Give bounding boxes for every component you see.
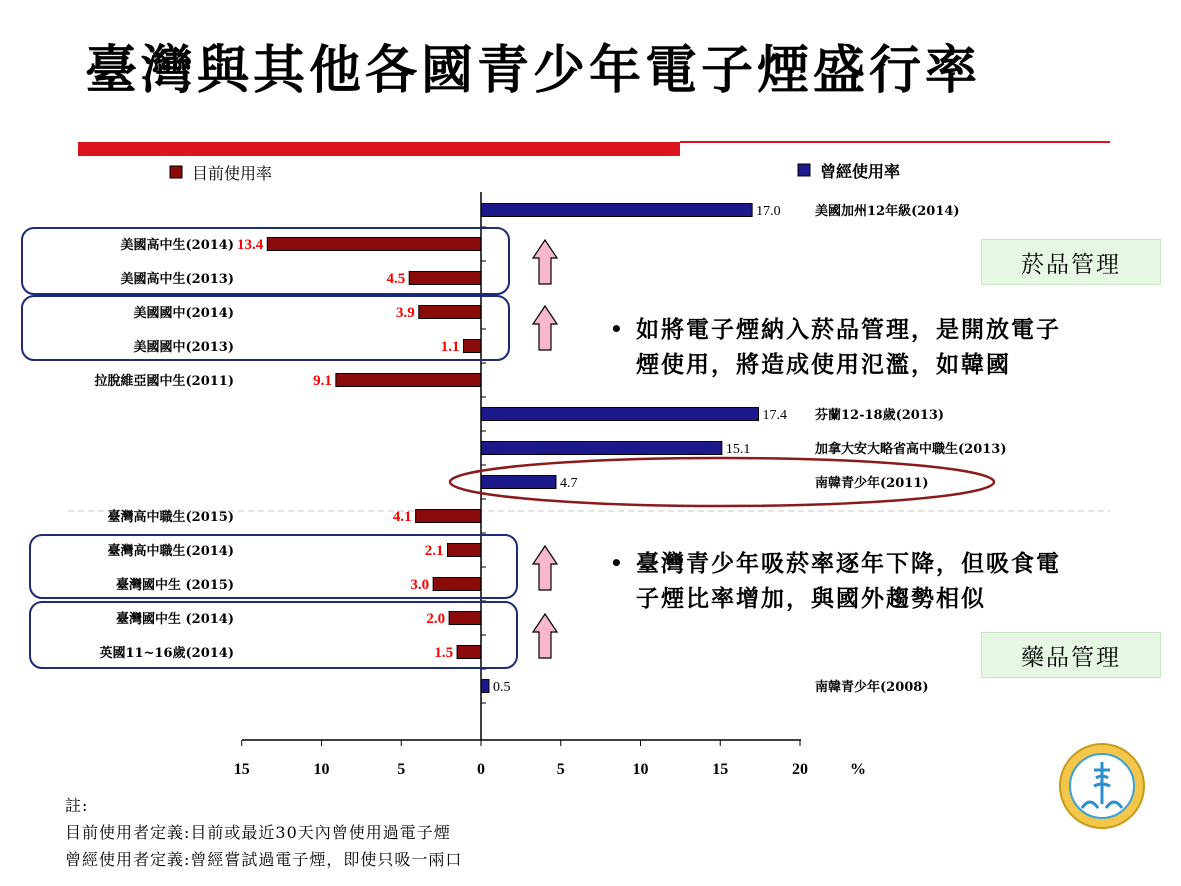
x-tick-label: 5 <box>397 761 406 778</box>
bullet-taiwan-line1: 臺灣青少年吸菸率逐年下降，但吸食電 <box>636 550 1061 577</box>
bar-value-label: 1.5 <box>434 645 454 661</box>
category-label: 美國加州12年級(2014) <box>815 204 960 219</box>
bullet-korea-line2: 煙使用，將造成使用氾濫，如韓國 <box>636 351 1011 378</box>
legend-current-label: 目前使用率 <box>192 164 273 183</box>
arrow-up-icon <box>533 614 557 658</box>
notes-current-definition: 目前使用者定義:目前或最近30天內曾使用過電子煙 <box>65 823 451 842</box>
notes-heading: 註: <box>65 796 89 815</box>
bar-current <box>416 510 481 523</box>
bar-value-label: 15.1 <box>725 442 751 457</box>
bar-value-label: 4.1 <box>392 509 412 525</box>
ticks-layer <box>234 740 808 778</box>
bar-value-label: 4.5 <box>386 271 406 287</box>
bar-ever <box>481 408 759 421</box>
bullet-dot-icon: • <box>610 551 625 575</box>
bullet-korea-line1: 如將電子煙納入菸品管理，是開放電子 <box>636 316 1061 343</box>
category-label: 臺灣國中生 (2014) <box>115 612 234 627</box>
bar-value-label: 0.5 <box>492 680 511 695</box>
x-tick-label: 0 <box>477 761 485 778</box>
bar-ever <box>481 442 722 455</box>
bar-ever <box>481 680 489 693</box>
x-tick-label: 15 <box>712 761 729 778</box>
bar-value-label: 2.0 <box>426 611 446 627</box>
category-label: 英國11~16歲(2014) <box>99 646 234 661</box>
x-tick-label: 5 <box>556 761 565 778</box>
bar-value-label: 17.0 <box>756 204 781 219</box>
bullet-korea-note <box>610 312 1061 382</box>
legend-ever-label: 曾經使用率 <box>820 162 901 181</box>
bar-current <box>336 374 481 387</box>
bar-value-label: 1.1 <box>440 339 460 355</box>
bar-current <box>448 544 481 557</box>
bar-value-label: 3.9 <box>396 305 415 321</box>
category-label: 美國國中(2014) <box>133 306 234 321</box>
bullet-taiwan-note <box>610 546 1061 616</box>
bar-current <box>457 646 481 659</box>
bar-current <box>433 578 481 591</box>
category-label: 加拿大安大略省高中職生(2013) <box>815 442 1007 457</box>
bar-value-label: 13.4 <box>237 237 264 253</box>
bar-ever <box>481 204 752 217</box>
tobacco-management-box: 菸品管理 <box>981 239 1161 285</box>
arrow-up-icon <box>533 546 557 590</box>
category-label: 南韓青少年(2008) <box>815 680 929 695</box>
bar-current <box>267 238 481 251</box>
category-label: 南韓青少年(2011) <box>815 476 929 491</box>
bar-current <box>409 272 481 285</box>
bullet-dot-icon: • <box>610 317 625 341</box>
arrow-up-icon <box>533 240 557 284</box>
bar-value-label: 9.1 <box>313 373 332 389</box>
bar-value-label: 17.4 <box>762 408 788 423</box>
bar-ever <box>481 476 556 489</box>
x-tick-label: 10 <box>632 761 649 778</box>
category-label: 臺灣國中生 (2015) <box>115 578 234 593</box>
x-tick-label: 20 <box>792 761 808 778</box>
page-title: 臺灣與其他各國青少年電子煙盛行率 <box>85 40 982 101</box>
notes-ever-definition: 曾經使用者定義:曾經嘗試過電子煙，即使只吸一兩口 <box>65 850 463 869</box>
bar-current <box>419 306 481 319</box>
category-label: 臺灣高中職生(2015) <box>107 510 234 525</box>
agency-seal-icon <box>1050 742 1154 830</box>
bullet-taiwan-line2: 子煙比率增加，與國外趨勢相似 <box>636 585 986 612</box>
x-axis-unit: % <box>850 761 866 778</box>
legend-ever-swatch <box>798 164 810 176</box>
category-label: 拉脫維亞國中生(2011) <box>94 374 234 389</box>
bar-value-label: 4.7 <box>559 476 578 491</box>
bar-value-label: 3.0 <box>410 577 430 593</box>
bar-current <box>449 612 481 625</box>
x-tick-label: 15 <box>233 761 250 778</box>
category-label: 芬蘭12-18歲(2013) <box>815 408 945 423</box>
bar-current <box>463 340 481 353</box>
bar-value-label: 2.1 <box>424 543 444 559</box>
legend-current-swatch <box>170 166 182 178</box>
arrow-up-icon <box>533 306 557 350</box>
category-label: 美國國中(2013) <box>133 340 234 355</box>
category-label: 臺灣高中職生(2014) <box>107 544 234 559</box>
x-tick-label: 10 <box>313 761 330 778</box>
drug-management-box: 藥品管理 <box>981 632 1161 678</box>
category-label: 美國高中生(2014) <box>120 238 234 253</box>
category-label: 美國高中生(2013) <box>120 272 234 287</box>
